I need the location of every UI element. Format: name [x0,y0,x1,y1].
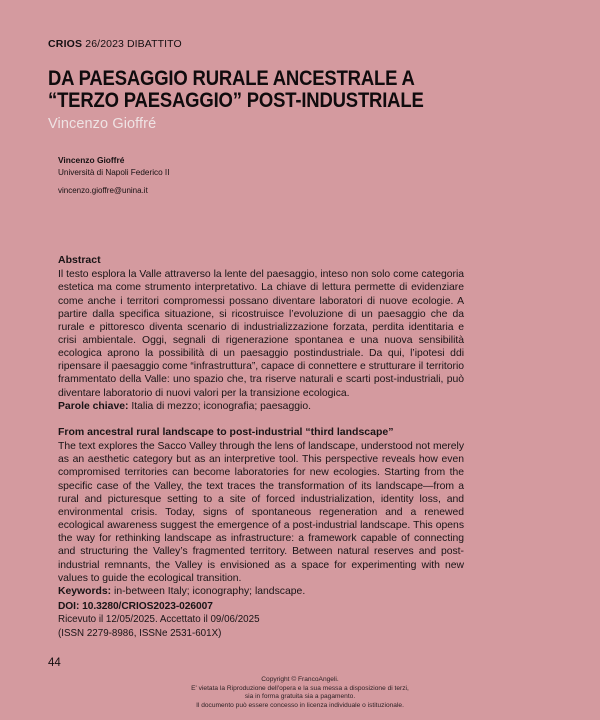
page-number: 44 [48,657,61,669]
author-institution: Università di Napoli Federico II [58,167,170,177]
author-name: Vincenzo Gioffré [58,155,125,165]
footer-line-2: E' vietata la Riproduzione dell'opera e la sua messa a disposizione di terzi, [191,684,409,692]
page-title: DA PAESAGGIO RURALE ANCESTRALE A “TERZO PAESAGGIO” POST-INDUSTRIALE [48,67,424,112]
title-block [48,68,518,133]
issue-info: 26/2023 DIBATTITO [85,38,182,50]
doi-identifier[interactable]: DOI: 10.3280/CRIOS2023-026007 [58,601,213,612]
author-email[interactable]: vincenzo.gioffre@unina.it [58,186,148,195]
footer-line-4: Il documento può essere concesso in licenza individuale o istituzionale. [196,701,404,709]
received-accepted-dates: Ricevuto il 12/05/2025. Accettato il 09/06/2025 [58,614,260,626]
journal-name: CRIOS [48,38,83,50]
copyright-footer [0,676,600,710]
abstract-heading-it: Abstract [58,254,101,266]
keywords-en [58,585,464,598]
issn-info: (ISSN 2279-8986, ISSNe 2531-601X) [58,627,222,639]
footer-line-3: sia in forma gratuita sia a pagamento. [244,693,356,701]
abstract-heading-en: From ancestral rural landscape to post-industrial “third landscape” [58,425,394,438]
running-head [48,38,182,50]
keywords-label-en: Keywords: [58,585,112,597]
abstract-english [58,426,464,598]
abstract-text-en: The text explores the Sacco Valley through the lens of landscape, understood not merely as an aesthetic category but as an interpretive tool. This perspective reveals how even compromised territories can become laboratories for new ecologies. Starting from the specific case of the Valley, the text traces the transformation of its landscape—from a rural and picturesque setting to a site of forced industrialization, identity loss, and environmental crisis. Today, signs of spontaneous regeneration and a renewed ecological awareness suggest the emergence of a post-industrial landscape. This opens the way for rethinking landscape as infrastructure: a framework capable of connecting and structuring the Valley’s fragmented territory. Between natural reserves and post-industrial remnants, the Valley is envisioned as a space for experimenting with new values to guide the ecological transition. [58,441,464,584]
keywords-label-it: Parole chiave: [58,400,129,412]
title-author: Vincenzo Gioffré [48,116,157,132]
abstract-body [58,254,464,598]
keywords-value-it: Italia di mezzo; iconografia; paesaggio. [128,400,311,412]
keywords-value-en: in-between Italy; iconography; landscape. [111,585,306,597]
doi-block [58,600,478,640]
abstract-italian [58,254,464,413]
footer-line-1: Copyright © FrancoAngeli. [261,676,339,683]
abstract-text-it: Il testo esplora la Valle attraverso la lente del paesaggio, inteso non solo come categoria estetica ma come strumento interpretativo. La chiave di lettura permette di evidenziare come anche i territori compromessi possano diventare laboratori di nuove ecologie. A partire dalla specifica situazione, si ricostruisce l’evoluzione di un paesaggio che da rurale e pittoresco diventa scenario di industrializzazione forzata, perdita identitaria e crisi ambientale. Oggi, segnali di rigenerazione spontanea e una nuova sensibilità ecologica aprono la possibilità di un paesaggio postindustriale. Da qui, l’ipotesi ddi ripensare il paesaggio come “infrastruttura”, capace di connettere e strutturare il territorio frammentato della Valle: uno spazio che, tra riserve naturali e scarti post-industriali, può diventare laboratorio di nuovi valori per la transizione ecologica. [58,269,464,399]
keywords-it [58,400,464,413]
author-affiliation [58,155,458,197]
